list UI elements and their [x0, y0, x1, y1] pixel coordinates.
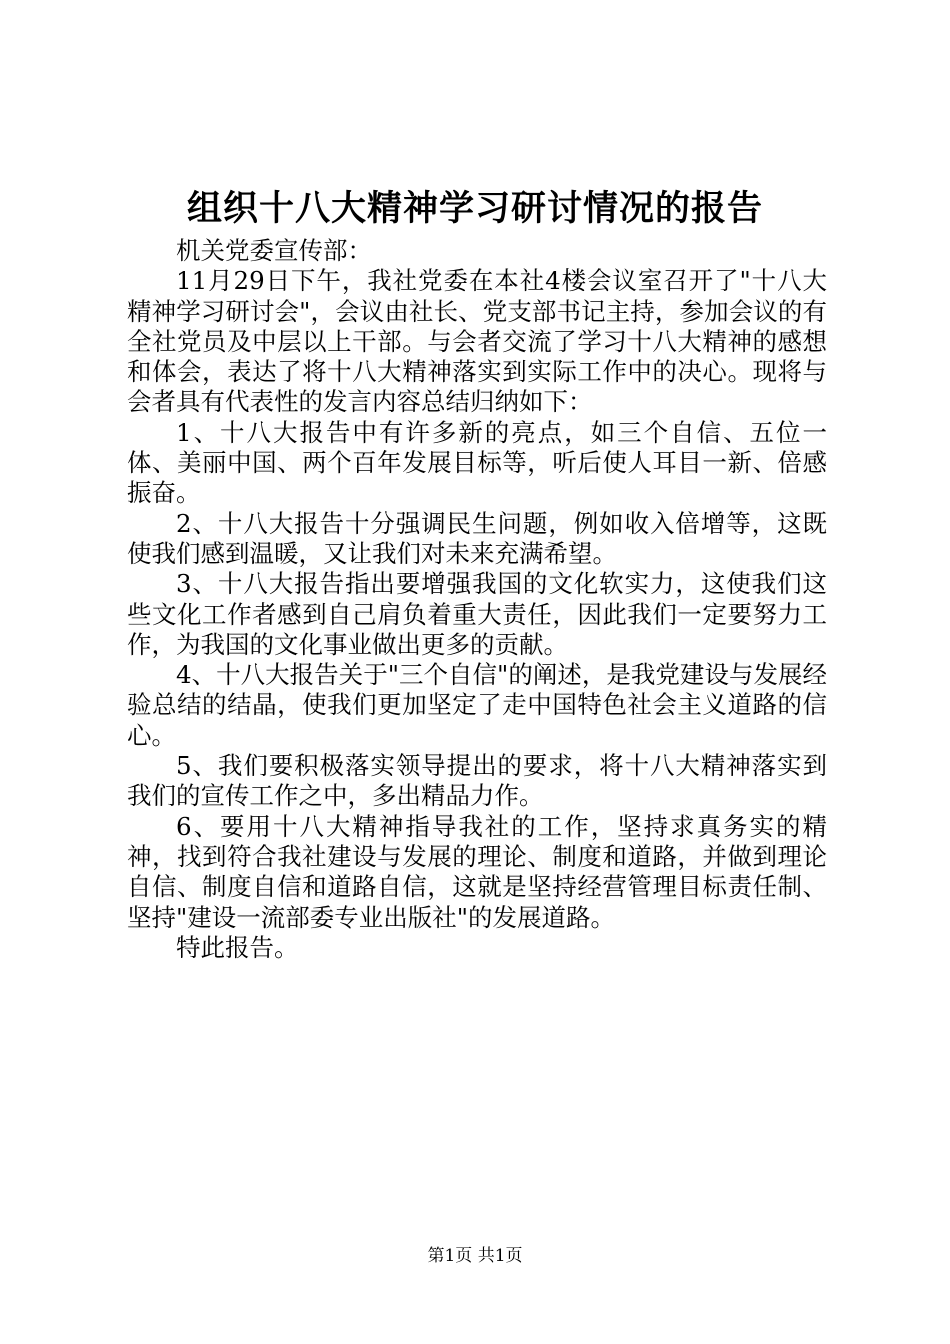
paragraph-intro: 11月29日下午，我社党委在本社4楼会议室召开了"十八大精神学习研讨会"，会议由社长、党支部书记主持，参加会议的有全社党员及中层以上干部。与会者交流了学习十八大精神的感想和体会，表达了将十八大精神落实到实际工作中的决心。现将与会者具有代表性的发言内容总结归纳如下： — [127, 266, 827, 417]
paragraph-point-4: 4、十八大报告关于"三个自信"的阐述，是我党建设与发展经验总结的结晶，使我们更加坚定了走中国特色社会主义道路的信心。 — [127, 660, 827, 750]
document-body — [127, 236, 827, 963]
paragraph-point-6: 6、要用十八大精神指导我社的工作，坚持求真务实的精神，找到符合我社建设与发展的理论、制度和道路，并做到理论自信、制度自信和道路自信，这就是坚持经营管理目标责任制、坚持"建设一流部委专业出版社"的发展道路。 — [127, 811, 827, 932]
page-footer: 第1页 共1页 — [427, 1246, 523, 1266]
paragraph-point-5: 5、我们要积极落实领导提出的要求，将十八大精神落实到我们的宣传工作之中，多出精品力作。 — [127, 751, 827, 811]
recipient-line: 机关党委宣传部： — [176, 236, 372, 265]
document-title: 组织十八大精神学习研讨情况的报告 — [186, 188, 763, 229]
paragraph-point-1: 1、十八大报告中有许多新的亮点，如三个自信、五位一体、美丽中国、两个百年发展目标等，听后使人耳目一新、倍感振奋。 — [127, 417, 827, 508]
paragraph-point-2: 2、十八大报告十分强调民生问题，例如收入倍增等，这既使我们感到温暖，又让我们对未来充满希望。 — [127, 508, 827, 568]
closing-line: 特此报告。 — [176, 932, 299, 962]
paragraph-point-3: 3、十八大报告指出要增强我国的文化软实力，这使我们这些文化工作者感到自己肩负着重大责任，因此我们一定要努力工作，为我国的文化事业做出更多的贡献。 — [127, 569, 827, 659]
